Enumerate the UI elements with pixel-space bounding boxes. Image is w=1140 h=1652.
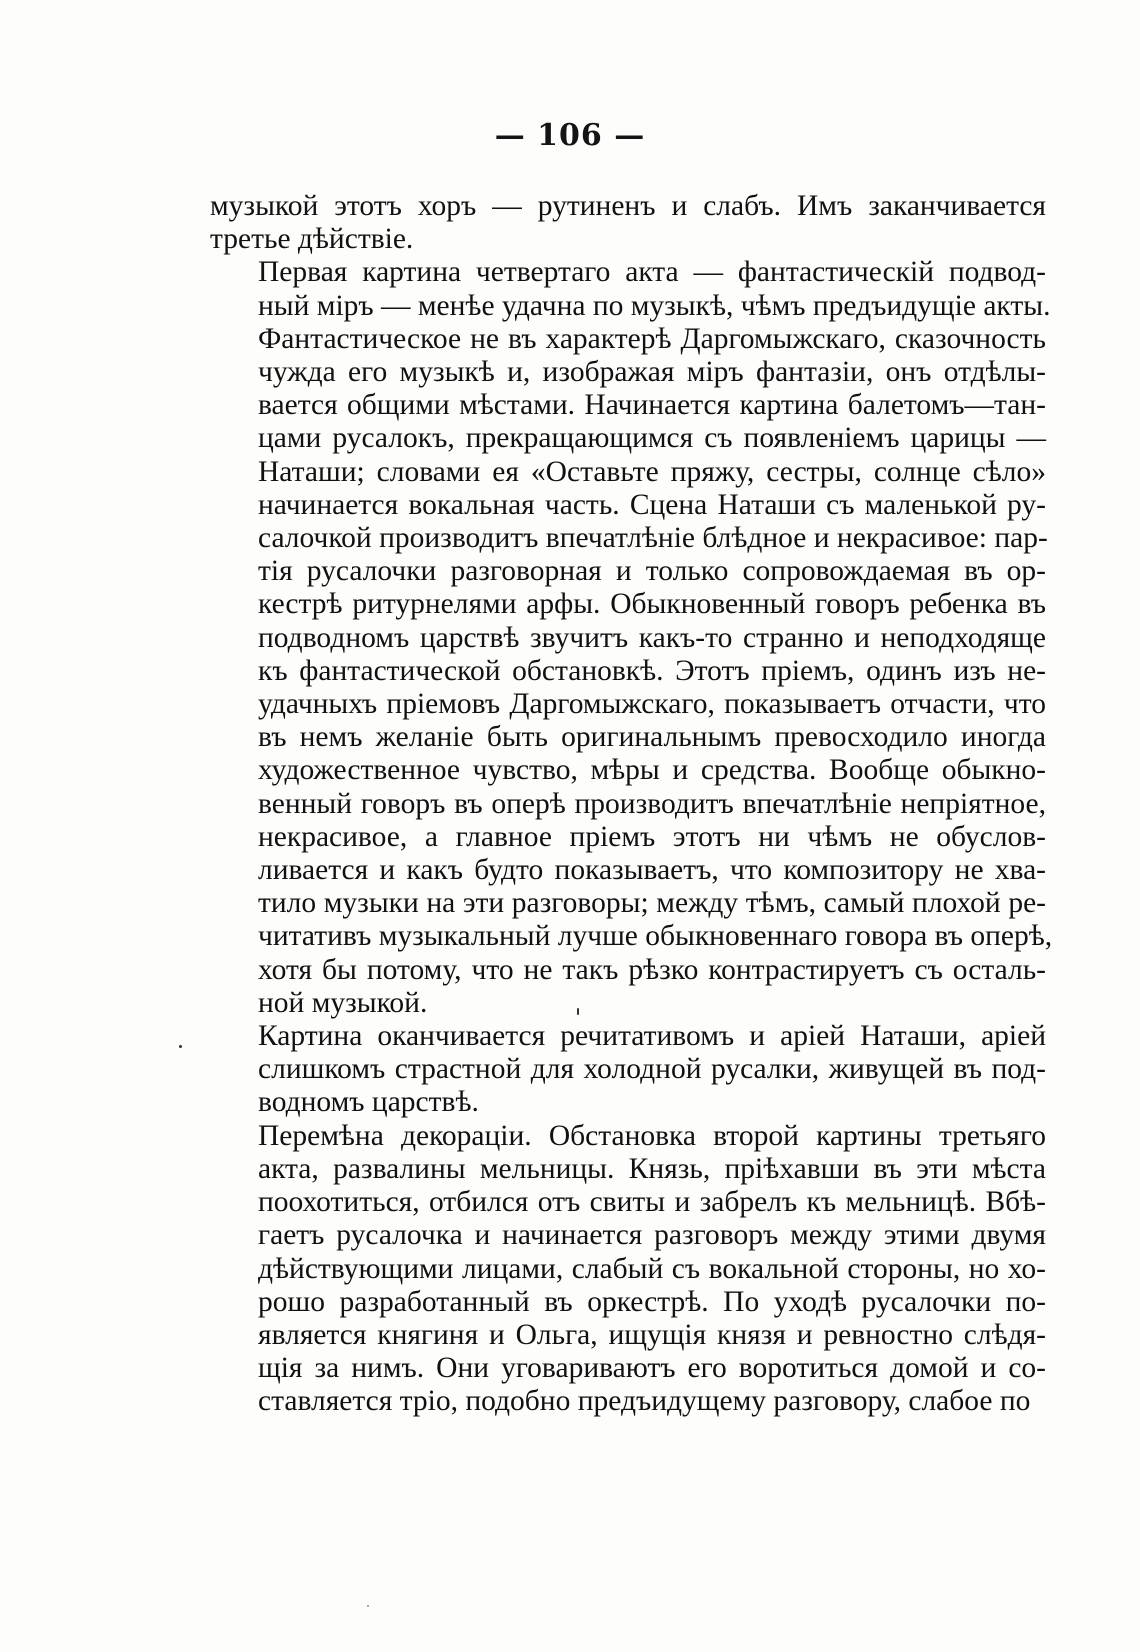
text-line: чужда его музыкѣ и, изображая міръ фантазіи, онъ отдѣлы- — [258, 356, 1046, 389]
text-line: Фантастическое не въ характерѣ Даргомыжскаго, сказочность — [258, 322, 1046, 355]
text-line: щія за нимъ. Они уговариваютъ его воротиться домой и со- — [258, 1352, 1046, 1385]
page-number: — 106 — — [494, 118, 646, 153]
text-line: ставляется тріо, подобно предъидущему разговору, слабое по — [258, 1385, 1031, 1418]
text-line: является княгиня и Ольга, ищущія князя и ревностно слѣдя- — [258, 1318, 1046, 1351]
text-line: тило музыки на эти разговоры; между тѣмъ, самый плохой ре- — [258, 887, 1046, 920]
text-line: поохотиться, отбился отъ свиты и забрелъ къ мельницѣ. Вбѣ- — [258, 1186, 1046, 1219]
text-line: некрасивое, а главное пріемъ этотъ ни чѣмъ не обуслов- — [258, 820, 1046, 853]
text-line: ной музыкой. — [258, 986, 428, 1019]
text-line: ный міръ — менѣе удачна по музыкѣ, чѣмъ предъидущіе акты. — [258, 289, 1051, 322]
text-line: художественное чувство, мѣры и средства. Вообще обыкно- — [258, 754, 1046, 787]
text-line: ливается и какъ будто показываетъ, что композитору не хва- — [258, 854, 1046, 887]
text-line: читативъ музыкальный лучше обыкновеннаго говора въ оперѣ, — [258, 920, 1053, 953]
text-line: Картина оканчивается речитативомъ и аріей Наташи, аріей — [258, 1020, 1046, 1053]
text-line: гаетъ русалочка и начинается разговоръ между этими двумя — [258, 1219, 1046, 1252]
text-line: Первая картина четвертаго акта — фантастическій подвод- — [258, 256, 1046, 289]
text-line: салочкой производитъ впечатлѣніе блѣдное и некрасивое: пар- — [258, 522, 1048, 555]
text-line: Перемѣна декораціи. Обстановка второй картины третьяго — [258, 1119, 1046, 1152]
paragraph — [210, 1120, 1046, 1419]
text-line: удачныхъ пріемовъ Даргомыжскаго, показываетъ отчасти, что — [258, 688, 1046, 721]
body-text — [210, 190, 1053, 1419]
paragraph — [210, 1020, 1046, 1120]
ink-speck — [179, 1045, 182, 1048]
ink-speck — [367, 1605, 369, 1607]
text-line: водномъ царствѣ. — [258, 1086, 479, 1119]
text-line: вается общими мѣстами. Начинается картина балетомъ—тан- — [258, 389, 1046, 422]
text-line: кестрѣ ритурнелями арфы. Обыкновенный говоръ ребенка въ — [258, 588, 1046, 621]
text-line: начинается вокальная часть. Сцена Наташи съ маленькой ру- — [258, 488, 1046, 521]
text-line: подводномъ царствѣ звучитъ какъ-то странно и неподходяще — [258, 621, 1046, 654]
text-line: цами русалокъ, прекращающимся съ появленіемъ царицы — — [258, 422, 1046, 455]
text-line: акта, развалины мельницы. Князь, пріѣхавши въ эти мѣста — [258, 1152, 1046, 1185]
ink-speck — [577, 1008, 579, 1015]
text-line: музыкой этотъ хоръ — рутиненъ и слабъ. Имъ заканчивается — [210, 190, 1046, 222]
paragraph — [210, 256, 1053, 1020]
text-line: тія русалочки разговорная и только сопровождаемая въ ор- — [258, 555, 1046, 588]
text-line: въ немъ желаніе быть оригинальнымъ превосходило иногда — [258, 721, 1046, 754]
text-line: къ фантастической обстановкѣ. Этотъ пріемъ, одинъ изъ не- — [258, 654, 1046, 687]
text-line: слишкомъ страстной для холодной русалки, живущей въ под- — [258, 1053, 1046, 1086]
text-line: дѣйствующими лицами, слабый съ вокальной стороны, но хо- — [258, 1252, 1046, 1285]
text-line: хотя бы потому, что не такъ рѣзко контрастируетъ съ осталь- — [258, 953, 1046, 986]
text-line: венный говоръ въ оперѣ производитъ впечатлѣніе непріятное, — [258, 787, 1046, 820]
paragraph — [210, 190, 1046, 256]
text-line: рошо разработанный въ оркестрѣ. По уходѣ русалочки по- — [258, 1285, 1046, 1318]
text-line: Наташи; словами ея «Оставьте пряжу, сестры, солнце сѣло» — [258, 455, 1046, 488]
text-line: третье дѣйствіе. — [210, 223, 414, 256]
